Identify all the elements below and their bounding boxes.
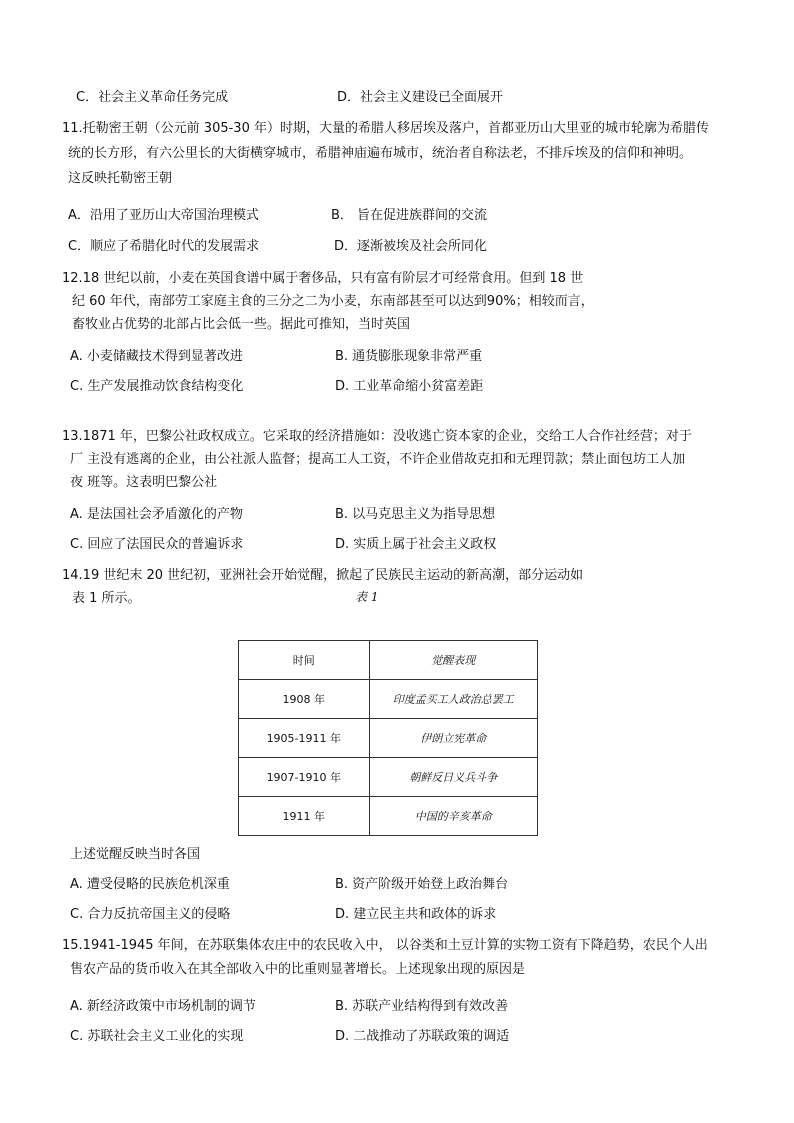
q11-option-c: C．顺应了希腊化时代的发展需求	[68, 239, 260, 254]
table-row	[239, 680, 538, 719]
q13-option-a: A. 是法国社会矛盾激化的产物	[70, 507, 243, 522]
q10-option-d: D．社会主义建设已全面展开	[337, 90, 504, 105]
q11-option-b: B． 旨在促进族群间的交流	[331, 208, 488, 223]
q10-option-c: C．社会主义革命任务完成	[76, 90, 229, 105]
table-cell-event: 伊朗立宪革命	[369, 719, 537, 758]
q15-option-a: A. 新经济政策中市场机制的调节	[70, 999, 256, 1014]
q14-stem-after: 上述觉醒反映当时各国	[70, 847, 201, 862]
q15-stem-line-2: 售农产品的货币收入在其全部收入中的比重则显著增长。上述现象出现的原因是	[70, 962, 526, 977]
q14-option-a: A. 遭受侵略的民族危机深重	[70, 877, 230, 892]
q13-option-b: B. 以马克思主义为指导思想	[335, 507, 496, 522]
awakening-table	[238, 640, 538, 836]
q11-stem-line-3: 这反映托勒密王朝	[68, 171, 173, 186]
q15-option-b: B. 苏联产业结构得到有效改善	[335, 999, 509, 1014]
q14-stem-line-2: 表 1 所示。	[72, 591, 141, 606]
q11-stem-line-2: 统的长方形，有六公里长的大街横穿城市，希腊神庙遍布城市，统治者自称法老，不排斥埃及的信仰和神明。	[68, 146, 693, 161]
q14-option-d: D. 建立民主共和政体的诉求	[335, 907, 497, 922]
table-cell-time: 1905-1911 年	[239, 719, 370, 758]
q11-option-a: A．沿用了亚历山大帝国治理模式	[68, 208, 259, 223]
q12-option-d: D. 工业革命缩小贫富差距	[335, 379, 484, 394]
q15-stem-line-1: 15.1941-1945 年间，在苏联集体农庄中的农民收入中， 以谷类和土豆计算的实物工资有下降趋势，农民个人出	[62, 938, 708, 953]
table-cell-time: 1908 年	[239, 680, 370, 719]
q12-option-c: C. 生产发展推动饮食结构变化	[70, 379, 244, 394]
table-header-time: 时间	[239, 641, 370, 680]
table-row	[239, 758, 538, 797]
q11-option-d: D．逐渐被埃及社会所同化	[334, 239, 488, 254]
q11-stem-line-1: 11.托勒密王朝（公元前 305-30 年）时期，大量的希腊人移居埃及落户，首都亚历山大里亚的城市轮廓为希腊传	[62, 121, 709, 136]
q15-option-d: D. 二战推动了苏联政策的调适	[335, 1029, 510, 1044]
table-cell-time: 1911 年	[239, 797, 370, 836]
q12-stem-line-3: 畜牧业占优势的北部占比会低一些。据此可推知，当时英国	[72, 317, 411, 332]
q15-option-c: C. 苏联社会主义工业化的实现	[70, 1029, 244, 1044]
table-cell-event: 朝鲜反日义兵斗争	[369, 758, 537, 797]
table-row	[239, 797, 538, 836]
q14-stem-line-1: 14.19 世纪末 20 世纪初，亚洲社会开始觉醒，掀起了民族民主运动的新高潮，部分运动如	[62, 568, 584, 583]
q13-stem-line-3: 夜 班等。这表明巴黎公社	[70, 475, 218, 490]
q12-stem-line-2: 纪 60 年代，南部劳工家庭主食的三分之二为小麦，东南部甚至可以达到90%；相较而言，	[72, 294, 594, 309]
q14-option-b: B. 资产阶级开始登上政治舞台	[335, 877, 509, 892]
table-caption: 表 1	[355, 590, 379, 604]
table-cell-event: 印度孟买工人政治总罢工	[369, 680, 537, 719]
q13-stem-line-2: 厂 主没有逃离的企业，由公社派人监督；提高工人工资，不许企业借故克扣和无理罚款；禁止面包坊工人加	[70, 452, 686, 467]
table-cell-time: 1907-1910 年	[239, 758, 370, 797]
q12-option-b: B. 通货膨胀现象非常严重	[335, 349, 483, 364]
table-header-row	[239, 641, 538, 680]
table-header-event: 觉醒表现	[369, 641, 537, 680]
q12-stem-line-1: 12.18 世纪以前，小麦在英国食谱中属于奢侈品，只有富有阶层才可经常食用。但到 18 世	[62, 271, 584, 286]
q13-option-d: D. 实质上属于社会主义政权	[335, 537, 497, 552]
table-row	[239, 719, 538, 758]
table-cell-event: 中国的辛亥革命	[369, 797, 537, 836]
q14-option-c: C. 合力反抗帝国主义的侵略	[70, 907, 231, 922]
q13-stem-line-1: 13.1871 年，巴黎公社政权成立。它采取的经济措施如：没收逃亡资本家的企业，交给工人合作社经营；对于	[62, 429, 692, 444]
q12-option-a: A. 小麦储藏技术得到显著改进	[70, 349, 243, 364]
q13-option-c: C. 回应了法国民众的普遍诉求	[70, 537, 244, 552]
